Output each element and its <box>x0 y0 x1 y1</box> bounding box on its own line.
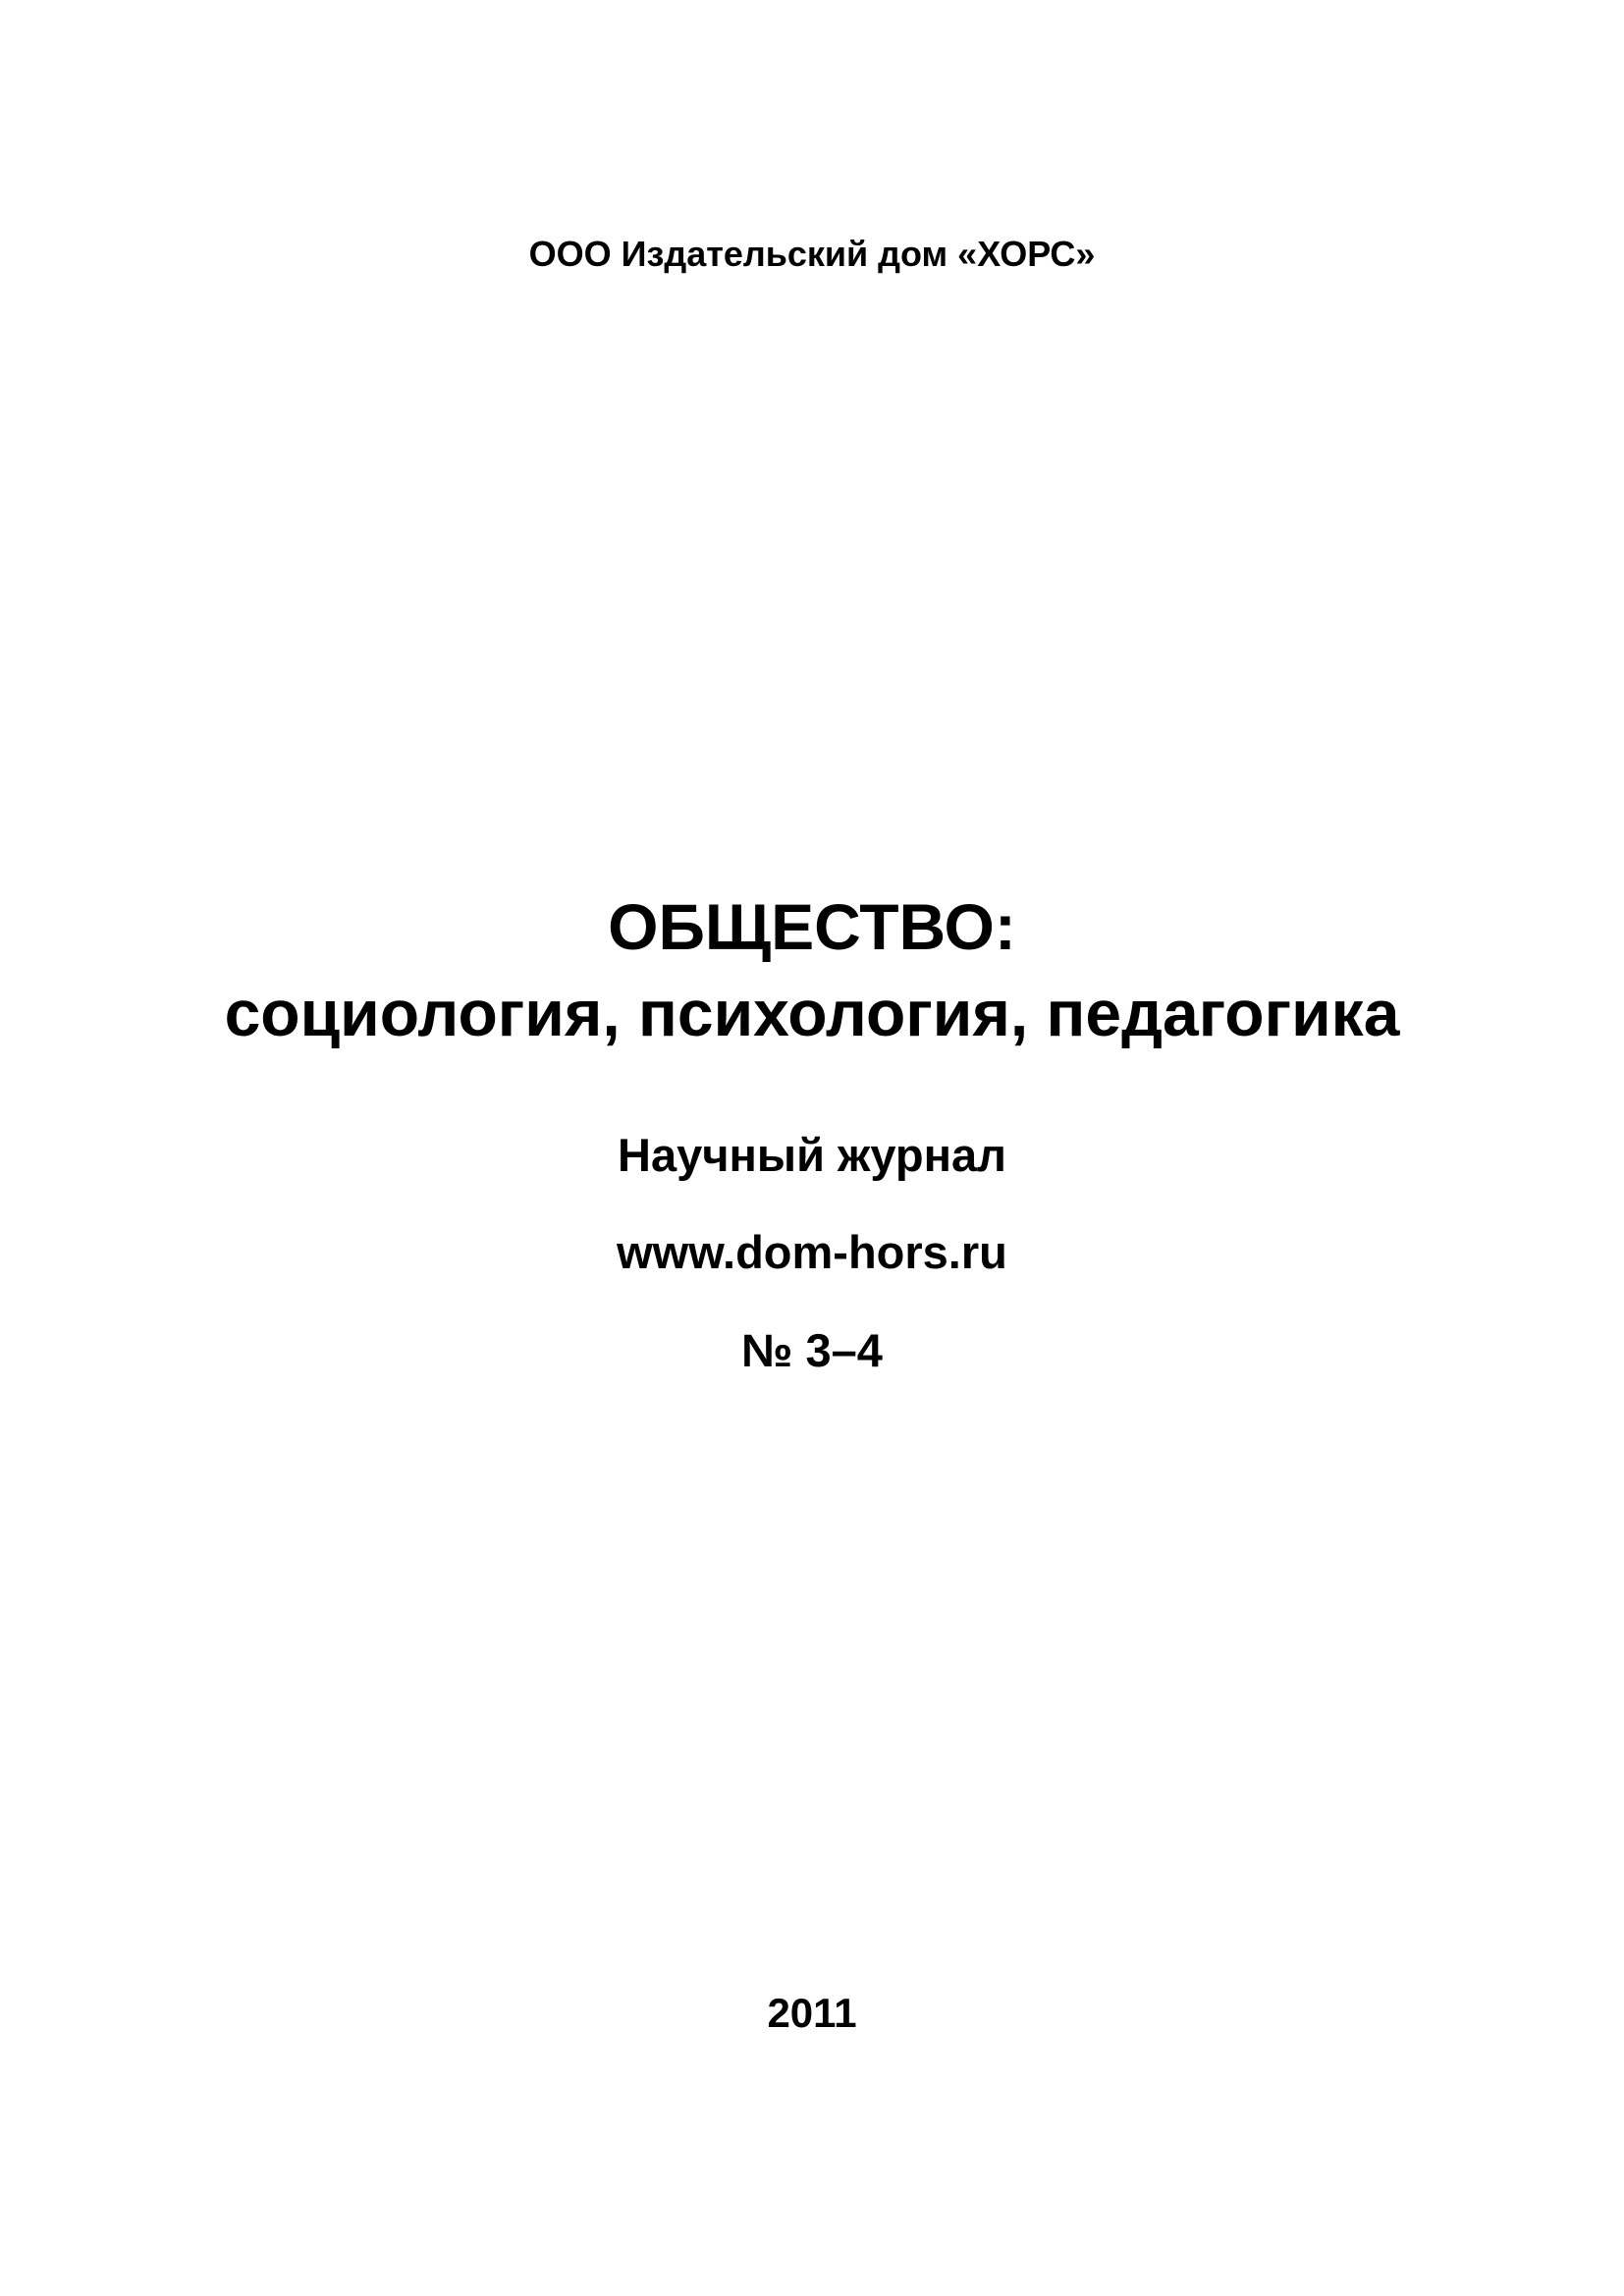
journal-website: www.dom-hors.ru <box>617 1226 1007 1278</box>
issue-number: № 3–4 <box>741 1324 883 1376</box>
publication-year: 2011 <box>767 1990 857 2036</box>
journal-type-label: Научный журнал <box>618 1129 1006 1181</box>
journal-title-main: ОБЩЕСТВО: <box>608 890 1016 963</box>
publisher-name: ООО Издательский дом «ХОРС» <box>528 234 1096 274</box>
journal-title-subjects: социология, психология, педагогика <box>224 977 1400 1049</box>
